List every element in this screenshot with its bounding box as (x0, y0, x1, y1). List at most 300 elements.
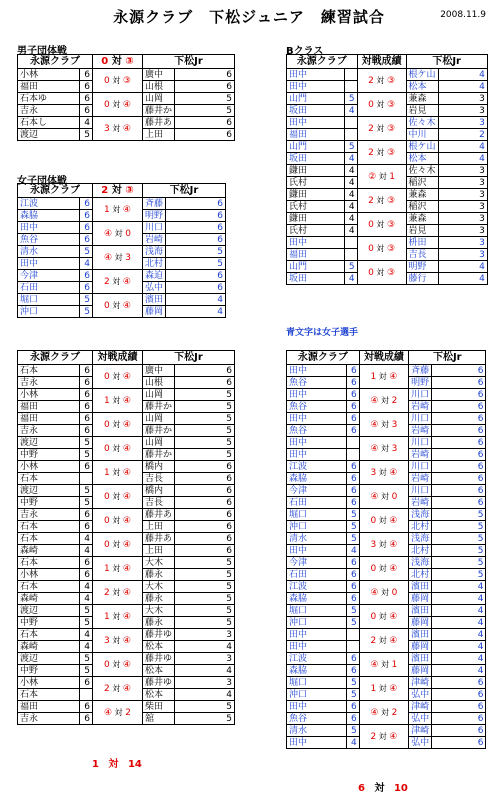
player-grade: 6 (80, 509, 93, 521)
table-row (18, 533, 248, 545)
section-label-girls-team: 女子団体戦 (17, 176, 67, 187)
header-club: 永源クラブ (18, 55, 93, 69)
player-grade: 4 (438, 141, 487, 153)
player-name: 今津 (18, 270, 80, 282)
player-grade: 3 (438, 201, 487, 213)
player-grade: 3 (438, 117, 487, 129)
score-left: 1 (104, 563, 110, 574)
match-score (93, 365, 143, 389)
table-row (18, 629, 248, 641)
vs-label: 対 (376, 171, 390, 181)
score-right: ④ (122, 395, 131, 406)
player-name: 浅海 (409, 533, 432, 545)
player-name: 津崎 (409, 701, 432, 713)
player-name: 石本 (18, 533, 80, 545)
player-grade: 6 (346, 425, 359, 437)
table-row (18, 509, 248, 521)
table-header-row (287, 55, 498, 69)
player-grade: 6 (346, 497, 359, 509)
player-grade: 4 (80, 258, 93, 270)
table-header-row (18, 55, 248, 69)
match-score (93, 198, 143, 222)
score-left: ④ (370, 587, 379, 598)
player-name: 渡辺 (18, 653, 80, 665)
score-left: 0 (104, 419, 110, 430)
header-result: 対戦成績 (359, 351, 408, 365)
player-grade: 5 (80, 246, 93, 258)
player-name: 山門 (287, 261, 345, 273)
player-name: 吉長 (143, 473, 175, 485)
player-name: 大木 (143, 581, 175, 593)
player-grade: 5 (346, 605, 359, 617)
score-left: 2 (368, 195, 374, 206)
player-grade: 6 (346, 413, 359, 425)
player-name: 魚谷 (287, 713, 347, 725)
vs-label: 対 (112, 707, 126, 717)
player-grade: 5 (346, 725, 359, 737)
score-left: 3 (370, 539, 377, 550)
player-name: 藤井あ (143, 533, 175, 545)
player-name: 森脇 (287, 473, 347, 485)
player-name: 濱田 (409, 629, 432, 641)
player-grade: 5 (344, 93, 357, 105)
score-left: 2 (370, 635, 377, 646)
player-name: 小林 (18, 677, 80, 689)
player-name: 森迫 (143, 270, 166, 282)
player-name: 大木 (143, 557, 175, 569)
vs-label: 対 (373, 75, 387, 85)
table-row (18, 461, 248, 473)
player-name: 田中 (287, 389, 347, 401)
player-grade: 5 (80, 497, 93, 509)
player-name: 根ケ山 (406, 69, 438, 81)
match-score (93, 581, 143, 605)
match-score (359, 413, 408, 437)
player-name: 鎌田 (287, 165, 345, 177)
score-right: ④ (122, 371, 131, 382)
table-row (18, 198, 239, 210)
score-left: ④ (370, 419, 379, 430)
table-row (287, 213, 498, 225)
player-name: 藤井か (143, 425, 175, 437)
player-grade: 4 (344, 105, 357, 117)
player-grade: 3 (438, 189, 487, 201)
player-grade: 4 (344, 213, 357, 225)
player-name: 岩崎 (409, 473, 432, 485)
match-score (359, 437, 408, 461)
player-name: 田中 (287, 737, 347, 749)
player-grade: 3 (438, 249, 487, 261)
player-name: 今津 (287, 485, 347, 497)
player-grade: 5 (346, 533, 359, 545)
match-score (357, 93, 406, 117)
score-left: 2 (368, 123, 374, 134)
table-row (287, 533, 498, 545)
vs-label: 対 (109, 123, 123, 133)
player-name: 兼森 (406, 189, 438, 201)
total-left-score: 1 (92, 759, 99, 770)
table-row (287, 141, 498, 153)
player-grade: 5 (344, 261, 357, 273)
table-row (287, 557, 498, 569)
score-right: ④ (389, 635, 398, 646)
player-grade: 4 (346, 545, 359, 557)
player-grade: 4 (438, 261, 487, 273)
player-grade: 4 (344, 177, 357, 189)
player-name: 沖口 (18, 306, 80, 318)
score-right: ④ (122, 99, 131, 110)
score-left: 2 (370, 731, 377, 742)
player-grade: 6 (432, 473, 486, 485)
player-name: 川口 (409, 389, 432, 401)
section-label-b-class: Bクラス (286, 46, 324, 57)
score-right: ④ (389, 467, 398, 478)
player-name: 福田 (18, 81, 80, 93)
player-name: 濱田 (409, 581, 432, 593)
player-name: 森崎 (18, 545, 80, 557)
player-grade: 6 (166, 198, 226, 210)
player-grade: 6 (80, 198, 93, 210)
vs-label: 対 (376, 371, 390, 381)
player-grade (344, 249, 357, 261)
score-left: 0 (104, 659, 110, 670)
table-row (287, 413, 498, 425)
player-name: 藤永 (143, 617, 175, 629)
score-left: 0 (370, 611, 377, 622)
player-name: 石本 (18, 365, 80, 377)
total-right-long: 6 対 10 (358, 783, 408, 794)
player-grade: 6 (175, 533, 235, 545)
score-right: 0 (125, 228, 131, 239)
player-grade: 6 (80, 105, 93, 117)
player-name: 岩見 (406, 105, 438, 117)
table-row (18, 605, 248, 617)
player-grade: 6 (432, 461, 486, 473)
player-name: 浅海 (409, 557, 432, 569)
player-grade: 5 (432, 533, 486, 545)
player-grade: 5 (432, 545, 486, 557)
table-row (287, 629, 498, 641)
score-left: 0 (104, 99, 110, 110)
player-name: 石本 (18, 521, 80, 533)
table-row (18, 677, 248, 689)
player-grade: 4 (344, 273, 357, 285)
player-name: 稲沢 (406, 201, 438, 213)
player-grade: 5 (346, 509, 359, 521)
score-right: ③ (386, 219, 396, 230)
player-name: 稲沢 (406, 177, 438, 189)
player-name: 森脇 (18, 210, 80, 222)
match-score (93, 677, 143, 701)
vs-label: 対 (376, 731, 390, 741)
score-left: 0 (104, 75, 110, 86)
player-name: 岩崎 (409, 401, 432, 413)
player-grade: 6 (80, 569, 93, 581)
total-right-score: 10 (393, 783, 408, 794)
header-jr: 下松Jr (143, 55, 235, 69)
player-name: 中川 (406, 129, 438, 141)
vs-label: 対 (373, 147, 387, 157)
player-grade: 5 (80, 605, 93, 617)
header-team-score (93, 55, 143, 69)
vs-label: 対 (376, 467, 390, 477)
table-row (287, 69, 498, 81)
player-name: 山根 (143, 81, 175, 93)
player-grade: 5 (80, 653, 93, 665)
player-name: 北村 (409, 569, 432, 581)
player-name: 藤岡 (143, 306, 166, 318)
player-name: 森崎 (18, 593, 80, 605)
match-score (93, 605, 143, 629)
score-left: 1 (104, 611, 110, 622)
player-grade: 4 (80, 629, 93, 641)
score-left: 1 (370, 371, 377, 382)
player-name: 田中 (287, 701, 347, 713)
table-row (18, 557, 248, 569)
match-score (93, 437, 143, 461)
player-grade: 3 (438, 225, 487, 237)
player-grade: 4 (438, 81, 487, 93)
player-name: 渡辺 (18, 485, 80, 497)
vs-label: 対 (378, 659, 392, 669)
player-name: 山門 (287, 93, 345, 105)
player-name: 坂田 (287, 105, 345, 117)
player-grade: 3 (438, 237, 487, 249)
player-name: 藤岡 (409, 665, 432, 677)
player-grade: 5 (346, 689, 359, 701)
match-score (359, 533, 408, 557)
vs-label: 対 (109, 276, 123, 286)
player-grade: 6 (175, 461, 235, 473)
player-grade: 4 (175, 665, 235, 677)
player-name: 藤永 (143, 593, 175, 605)
player-grade: 6 (346, 701, 359, 713)
vs-label: 対 (112, 228, 126, 238)
player-name: 兼森 (406, 213, 438, 225)
score-right: ④ (122, 515, 131, 526)
player-name: 上田 (143, 545, 175, 557)
table-row (287, 701, 498, 713)
score-left: 0 (370, 515, 377, 526)
vs-label: 対 (109, 75, 123, 85)
player-grade: 6 (80, 377, 93, 389)
player-grade: 5 (80, 449, 93, 461)
player-grade: 6 (80, 81, 93, 93)
table-row (287, 581, 498, 593)
player-grade: 5 (175, 425, 235, 437)
player-grade: 6 (432, 701, 486, 713)
table-row (18, 701, 248, 713)
score-left: 0 (104, 443, 110, 454)
player-name: 明野 (143, 210, 166, 222)
match-score (357, 213, 406, 237)
player-name: 田中 (287, 545, 347, 557)
table-row (287, 509, 498, 521)
player-grade: 3 (438, 105, 487, 117)
vs-label: 対 (109, 635, 123, 645)
player-name: 渡辺 (18, 437, 80, 449)
player-name: 田中 (287, 629, 347, 641)
score-left: 1 (370, 683, 377, 694)
vs-label: 対 (378, 443, 392, 453)
player-grade: 4 (80, 117, 93, 129)
player-grade: 5 (80, 617, 93, 629)
player-grade: 5 (175, 557, 235, 569)
player-name: 北村 (409, 545, 432, 557)
header-score-right: ③ (125, 184, 134, 196)
player-grade: 5 (432, 569, 486, 581)
player-name: 弘中 (143, 282, 166, 294)
score-right: ④ (389, 683, 398, 694)
score-left: ④ (370, 443, 379, 454)
player-name: 田中 (287, 437, 347, 449)
player-grade: 6 (175, 81, 235, 93)
match-score (357, 69, 406, 93)
player-name: 田中 (287, 641, 347, 653)
player-name: 明野 (406, 261, 438, 273)
player-name: 鎌田 (287, 213, 345, 225)
player-grade: 6 (346, 569, 359, 581)
match-score (93, 222, 143, 246)
score-left: 1 (104, 204, 110, 215)
player-name: 今津 (287, 557, 347, 569)
match-score (359, 389, 408, 413)
player-grade: 5 (175, 605, 235, 617)
match-score (359, 629, 408, 653)
player-name: 藤岡 (409, 617, 432, 629)
score-left: 2 (104, 587, 110, 598)
player-grade: 5 (80, 306, 93, 318)
player-grade (346, 629, 359, 641)
player-grade: 5 (175, 401, 235, 413)
player-name: 森脇 (287, 593, 347, 605)
player-name: 斉藤 (143, 198, 166, 210)
player-grade: 3 (175, 629, 235, 641)
player-name: 魚谷 (287, 425, 347, 437)
player-grade: 4 (80, 581, 93, 593)
score-left: 2 (104, 683, 110, 694)
match-table-right-long (286, 350, 498, 749)
match-score (93, 629, 143, 653)
vs-label: 対 (373, 99, 387, 109)
player-name: 田中 (287, 237, 345, 249)
score-left: 0 (368, 99, 374, 110)
player-name: 山岡 (143, 93, 175, 105)
player-name: 藤井あ (143, 117, 175, 129)
player-grade: 5 (346, 521, 359, 533)
match-score (357, 117, 406, 141)
match-score (359, 677, 408, 701)
score-left: ④ (370, 491, 379, 502)
player-grade: 6 (80, 222, 93, 234)
table-row (18, 653, 248, 665)
player-grade: 6 (175, 497, 235, 509)
player-grade: 6 (346, 389, 359, 401)
player-grade: 6 (346, 665, 359, 677)
vs-label: 対 (376, 611, 390, 621)
player-grade: 6 (80, 461, 93, 473)
score-right: ③ (386, 75, 396, 86)
player-name: 堀口 (287, 509, 347, 521)
header-score-right: ③ (125, 55, 134, 67)
player-name: 江波 (287, 461, 347, 473)
player-name: 吉永 (18, 713, 80, 725)
match-score (93, 69, 143, 93)
player-grade (80, 473, 93, 485)
player-grade: 6 (80, 365, 93, 377)
score-right: 0 (391, 587, 398, 598)
score-right: ④ (389, 563, 398, 574)
score-right: ④ (389, 539, 398, 550)
player-grade: 6 (166, 222, 226, 234)
player-name: 山岡 (143, 413, 175, 425)
total-left-score: 6 (358, 783, 365, 794)
player-grade: 6 (166, 234, 226, 246)
player-name: 堀口 (287, 605, 347, 617)
player-name: 田中 (287, 69, 345, 81)
player-grade: 5 (175, 701, 235, 713)
vs-label: 対 (109, 419, 123, 429)
player-grade: 4 (344, 201, 357, 213)
player-name: 濱田 (409, 653, 432, 665)
player-grade: 5 (80, 665, 93, 677)
score-right: 3 (391, 443, 398, 454)
player-name: 田中 (287, 365, 347, 377)
match-score (93, 389, 143, 413)
player-name: 沖口 (287, 689, 347, 701)
player-name: 山根 (143, 377, 175, 389)
player-name: 兼森 (406, 93, 438, 105)
table-row (287, 117, 498, 129)
player-grade: 2 (438, 129, 487, 141)
player-grade: 5 (175, 389, 235, 401)
match-score (93, 294, 143, 318)
vs-label: 対 (373, 195, 387, 205)
score-left: 0 (104, 515, 110, 526)
player-grade: 3 (438, 213, 487, 225)
table-row (287, 437, 498, 449)
player-grade (344, 129, 357, 141)
score-right: ④ (122, 683, 131, 694)
vs-label: 対 (376, 635, 390, 645)
player-grade: 3 (175, 677, 235, 689)
score-right: ④ (389, 515, 398, 526)
player-grade: 6 (166, 210, 226, 222)
player-grade: 3 (438, 177, 487, 189)
table-row (18, 437, 248, 449)
player-name: 松本 (406, 81, 438, 93)
score-left: 1 (104, 395, 110, 406)
player-grade: 5 (346, 617, 359, 629)
match-table-boys-team (17, 54, 248, 141)
player-name: 田中 (18, 222, 80, 234)
player-grade: 4 (432, 665, 486, 677)
score-left: 3 (104, 635, 110, 646)
player-name: 福田 (18, 413, 80, 425)
vs-label: 対 (109, 587, 123, 597)
match-score (93, 533, 143, 557)
player-grade: 6 (432, 437, 486, 449)
vs-label: 対 (109, 204, 123, 214)
player-grade: 6 (346, 485, 359, 497)
player-name: 田中 (287, 81, 345, 93)
player-grade: 6 (432, 413, 486, 425)
player-name: 枡田 (406, 237, 438, 249)
match-score (359, 557, 408, 581)
player-grade: 6 (175, 473, 235, 485)
score-right: ③ (386, 195, 396, 206)
player-name: 松本 (143, 665, 175, 677)
